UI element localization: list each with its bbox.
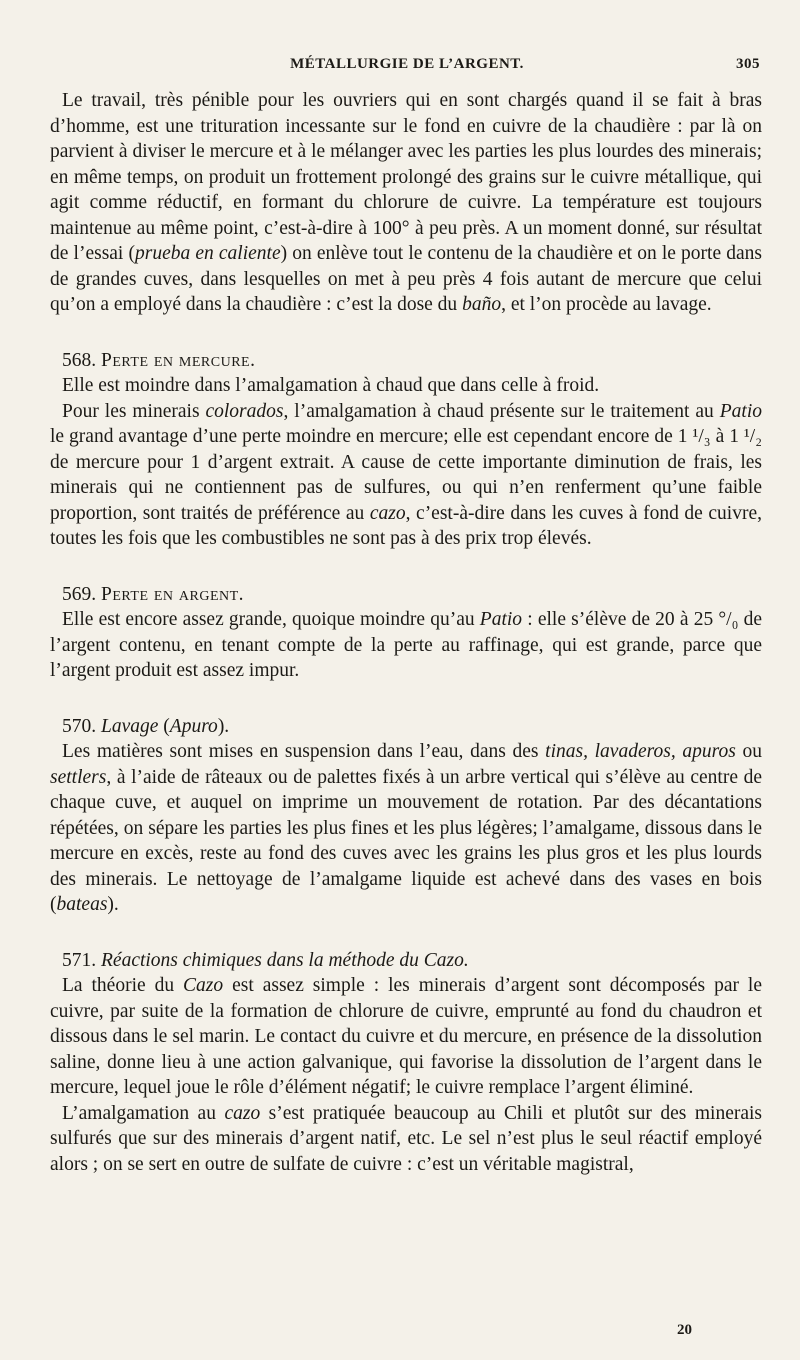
paragraph-intro: Le travail, très pénible pour les ouvriers qui en sont chargés quand il se fait à bras d’homme, est une trituration incessante sur le fond en cuivre de la chaudière : par là on parvient à diviser le mercure et à le mélanger avec les parties les plus lourdes des minerais; en même temps, on produit un frottement prolongé des grains sur le cuivre métallique, qui agit comme réductif, en formant du chlorure de cuivre. La température est toujours maintenue au même point, c’est-à-dire à 100° à peu près. A un moment donné, sur résultat de l’essai (prueba en caliente) on enlève tout le contenu de la chaudière et on le porte dans de grandes cuves, dans lesquelles on met à peu près 4 fois autant de mercure que celui qu’on a employé dans la chaudière : c’est la dose du baño, et l’on procède au lavage.	[50, 90, 762, 315]
section-heading-571: 571. Réactions chimiques dans la méthode du Cazo.	[62, 949, 469, 971]
paragraph-571-2: L’amalgamation au cazo s’est pratiquée beaucoup au Chili et plutôt sur des minerais sulfurés que sur des minerais d’argent natif, etc. Le sel n’est plus le seul réactif employé alors ; on se sert en outre de sulfate de cuivre : c’est un véritable magistral,	[50, 1102, 762, 1175]
signature-mark: 20	[677, 1322, 692, 1338]
paragraph-569-1: Elle est encore assez grande, quoique moindre qu’au Patio : elle s’élève de 20 à 25 °/₀ de l’argent contenu, en tenant compte de la perte au raffinage, qui est grande, parce que l’argent produit est assez impur.	[50, 609, 762, 681]
paragraph-570-1: Les matières sont mises en suspension dans l’eau, dans des tinas, lavaderos, apuros ou settlers, à l’aide de râteaux ou de palettes fixés à un arbre vertical qui s’élève au centre de chaque cuve, et auquel on imprime un mouvement de rotation. Par des décantations répétées, on sépare les parties les plus fines et les plus légères; l’amalgame, dissous dans le mercure en excès, reste au fond des cuves avec les grains les plus gros et les plus lourds des minerais. Le nettoyage de l’amalgame liquide est achevé dans des vases en bois (bateas).	[50, 741, 762, 915]
paragraph-568-2: Pour les minerais colorados, l’amalgamation à chaud présente sur le traitement au Patio le grand avantage d’une perte moindre en mercure; elle est cependant encore de 1 ¹/₃ à 1 ¹/₂ de mercure pour 1 d’argent extrait. A cause de cette importante diminution de frais, les minerais qui ne contiennent pas de sulfures, ou qui n’en renferment qu’une faible proportion, sont traités de préférence au cazo, c’est-à-dire dans les cuves à fond de cuivre, toutes les fois que les combustibles ne sont pas à des prix trop élevés.	[50, 400, 762, 549]
paragraph-571-1: La théorie du Cazo est assez simple : les minerais d’argent sont décomposés par le cuivre, par suite de la formation de chlorure de cuivre, emprunté au fond du chaudron et dissous dans le sel marin. Le contact du cuivre et du mercure, en présence de la dissolution saline, donne lieu à une action galvanique, qui favorise la dissolution de l’argent dans le mercure, lequel joue le rôle d’élément négatif; le cuivre remplace l’argent éliminé.	[50, 975, 762, 1098]
section-heading-569: 569. Perte en argent.	[62, 583, 245, 605]
section-heading-568: 568. Perte en mercure.	[62, 349, 256, 371]
paragraph-568-1: Elle est moindre dans l’amalgamation à chaud que dans celle à froid.	[62, 375, 600, 396]
page-body	[50, 88, 762, 1177]
page-number: 305	[736, 56, 760, 72]
running-title: MÉTALLURGIE DE L’ARGENT.	[290, 56, 524, 72]
section-heading-570: 570. Lavage (Apuro).	[62, 715, 230, 737]
running-header	[50, 56, 764, 80]
